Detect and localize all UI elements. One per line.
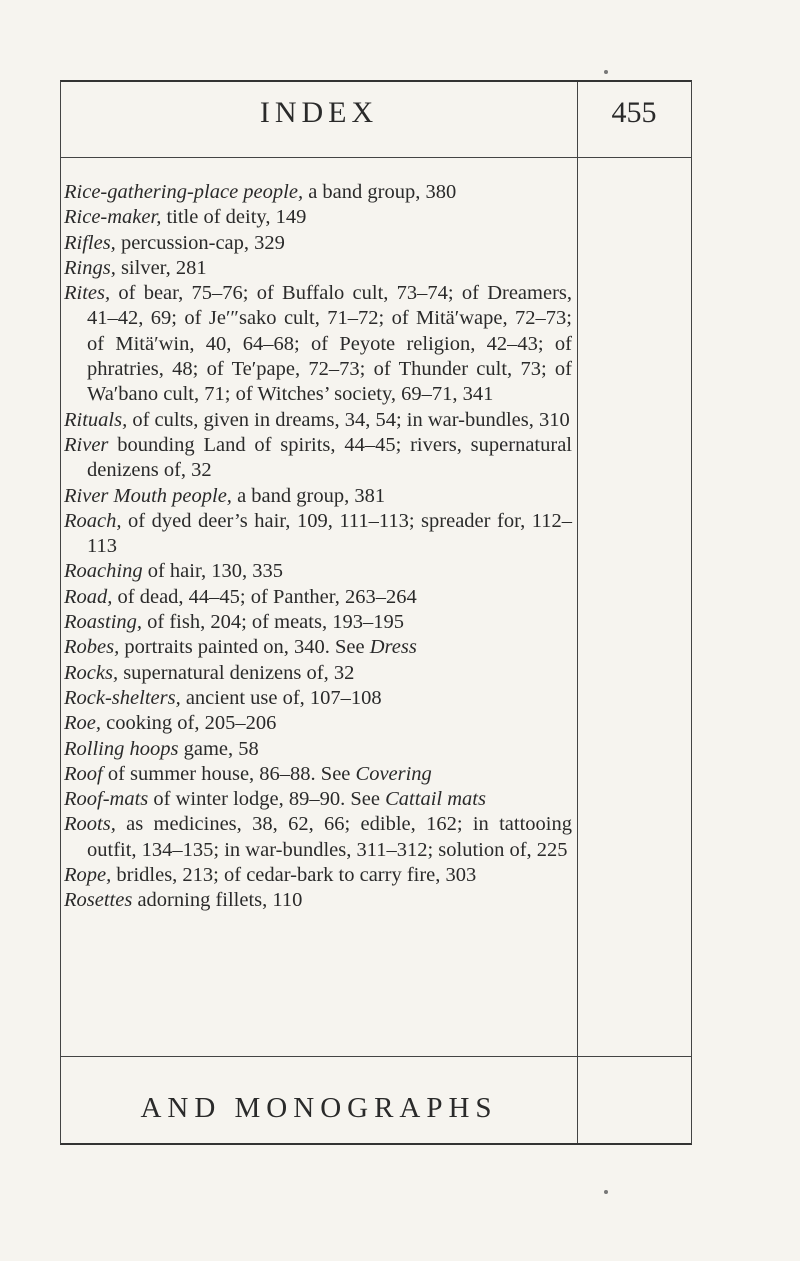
index-entry	[64, 863, 572, 888]
index-text: game, 58	[178, 737, 259, 760]
index-entry	[64, 762, 572, 787]
index-term: Roof-mats	[64, 788, 149, 811]
index-text: supernatural denizens of, 32	[118, 661, 355, 684]
index-entry	[64, 737, 572, 762]
running-foot-title: AND MONOGRAPHS	[140, 1092, 498, 1124]
index-entry	[64, 812, 572, 863]
index-text: cooking of, 205–206	[101, 712, 277, 735]
page-speck	[604, 70, 608, 74]
index-term: Rings,	[64, 256, 116, 279]
index-term: Rice-maker,	[64, 206, 162, 229]
see-reference: Dress	[369, 636, 417, 659]
see-reference: Covering	[355, 762, 432, 785]
index-entry	[64, 408, 572, 433]
footer-rule	[61, 1056, 691, 1057]
index-term: Rope,	[64, 864, 112, 887]
index-entry	[64, 281, 572, 407]
index-text: ancient use of, 107–108	[180, 686, 382, 709]
index-text: silver, 281	[115, 256, 207, 279]
index-term: Roach,	[64, 509, 122, 532]
index-entry	[64, 585, 572, 610]
index-text: bounding Land of spirits, 44–45; rivers, supernatural denizens of, 32	[87, 433, 572, 482]
index-entry	[64, 888, 572, 913]
index-entry	[64, 256, 572, 281]
index-entry	[64, 205, 572, 230]
index-entry	[64, 711, 572, 736]
running-head-title: INDEX	[259, 96, 379, 129]
header-rule	[61, 157, 691, 158]
index-term: Roe,	[64, 712, 101, 735]
index-entry	[64, 559, 572, 584]
index-entry	[64, 610, 572, 635]
index-entry	[64, 433, 572, 484]
column-divider	[577, 82, 578, 1143]
index-term: Roasting,	[64, 611, 143, 634]
index-text: of dyed deer’s hair, 109, 111–113; spreader for, 112–113	[87, 509, 572, 558]
index-entry	[64, 231, 572, 256]
index-term: Roots,	[64, 813, 116, 836]
index-entry	[64, 180, 572, 205]
index-entry	[64, 661, 572, 686]
index-term: Rifles,	[64, 231, 116, 254]
index-text: portraits painted on, 340. See	[119, 636, 370, 659]
index-text: percussion-cap, 329	[115, 231, 285, 254]
index-entry	[64, 484, 572, 509]
index-entry	[64, 787, 572, 812]
index-term: Roof	[64, 762, 103, 785]
index-entry	[64, 635, 572, 660]
index-term: Rice-gathering-place people,	[64, 181, 304, 203]
page-number: 455	[611, 96, 657, 129]
index-term: Rock-shelters,	[64, 686, 181, 709]
index-text: of bear, 75–76; of Buffalo cult, 73–74; of Dreamers, 41–42, 69; of Je′″sako cult, 71–72; of Mitä′wape, 72–73; of Mitä′win, 40, 64–68; of Peyote religion, 42–43; of phratries, 48; of Te′pape, 72–73; of Thunder cult, 73; of Wa′bano cult, 71; of Witches’ society, 69–71, 341	[87, 282, 572, 406]
index-term: Rolling hoops	[64, 737, 179, 760]
index-text: of summer house, 86–88. See	[102, 762, 356, 785]
index-entry	[64, 509, 572, 560]
index-text: a band group, 380	[303, 181, 457, 203]
index-text: of hair, 130, 335	[142, 560, 283, 583]
index-term: Roaching	[64, 560, 143, 583]
index-term: Rituals,	[64, 408, 128, 431]
see-reference: Cattail mats	[385, 788, 486, 811]
index-term: Road,	[64, 585, 113, 608]
index-text: bridles, 213; of cedar-bark to carry fire, 303	[111, 864, 477, 887]
index-text: title of deity, 149	[161, 206, 307, 229]
index-term: River Mouth people,	[64, 484, 232, 507]
index-text: of winter lodge, 89–90. See	[148, 788, 386, 811]
index-term: Rites,	[64, 282, 111, 305]
index-text: of cults, given in dreams, 34, 54; in war-bundles, 310	[127, 408, 570, 431]
index-term: Rocks,	[64, 661, 119, 684]
index-entry	[64, 686, 572, 711]
index-text: a band group, 381	[231, 484, 386, 507]
page-speck	[604, 1190, 608, 1194]
index-text: of dead, 44–45; of Panther, 263–264	[112, 585, 417, 608]
index-term: River	[64, 433, 109, 456]
index-text: adorning fillets, 110	[132, 889, 303, 912]
index-entries	[64, 180, 572, 914]
index-text: as medicines, 38, 62, 66; edible, 162; in tattooing outfit, 134–135; in war-bundles, 311–312; solution of, 225	[87, 813, 572, 861]
index-term: Rosettes	[64, 889, 133, 912]
index-text: of fish, 204; of meats, 193–195	[142, 611, 404, 634]
index-term: Robes,	[64, 636, 120, 659]
